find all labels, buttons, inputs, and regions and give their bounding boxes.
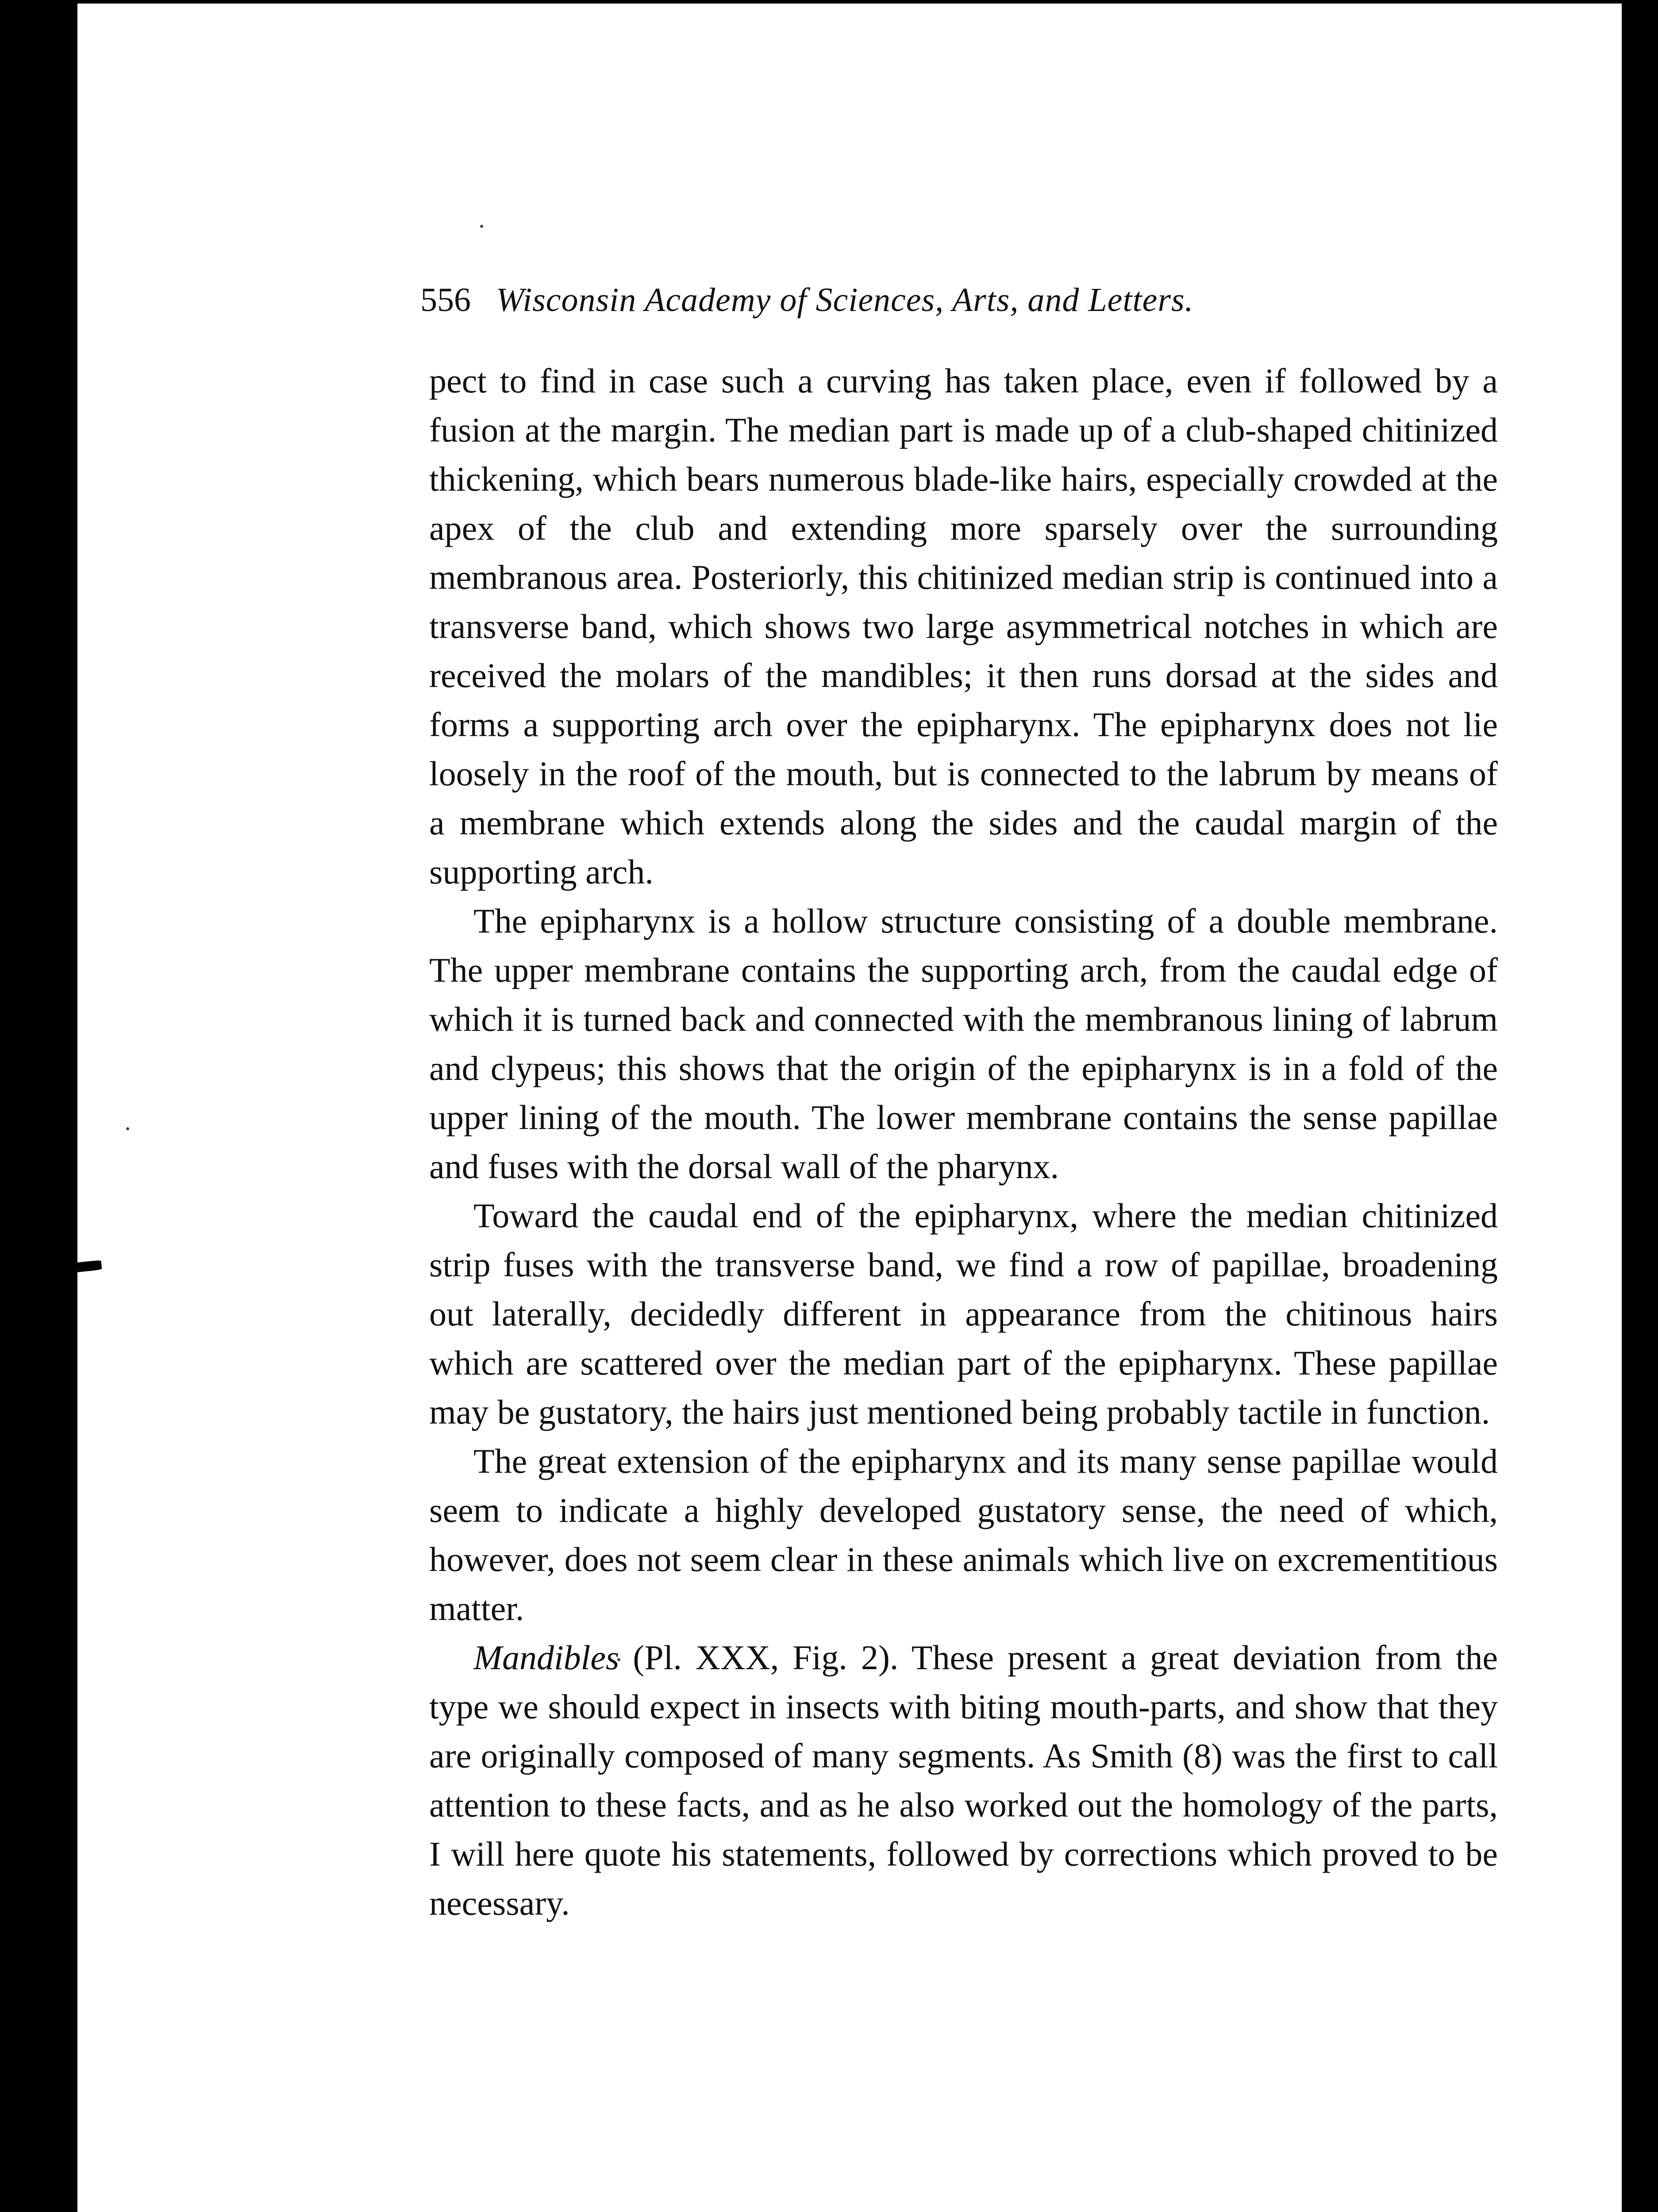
mandibles-text: (Pl. XXX, Fig. 2). These present a great deviation from the type we should expect in insects with biting mouth-parts, and show that they are originally composed of many segments. As Smith (8) was the first to call attention to these facts, and as he also worked out the homology of the parts, I will here quote his statements, followed by corrections which proved to be necessary. (429, 1638, 1498, 1922)
paragraph-epipharynx-structure: The epipharynx is a hollow structure consisting of a double membrane. The upper membrane contains the supporting arch, from the caudal edge of which it is turned back and connected with the membranous lining of labrum and clypeus; this shows that the origin of the epipharynx is in a fold of the upper lining of the mouth. The lower membrane contains the sense papillae and fuses with the dorsal wall of the pharynx. (429, 902, 1498, 1186)
mandibles-heading: Mandibles (473, 1638, 619, 1677)
paragraph-gustatory-sense: The great extension of the epipharynx and its many sense papillae would seem to indicate a highly developed gustatory sense, the need of which, however, does not seem clear in these animals which live on excrementitious matter. (429, 1442, 1498, 1628)
running-title: Wisconsin Academy of Sciences, Arts, and Letters. (496, 281, 1194, 319)
paragraph-continuation: pect to find in case such a curving has taken place, even if followed by a fusion at the margin. The median part is made up of a club-shaped chitinized thickening, which bears numerous blade-like hairs, especially crowded at the apex of the club and extending more sparsely over the surrounding membranous area. Posteriorly, this chitinized median strip is continued into a transverse band, which shows two large asymmetrical notches in which are received the molars of the mandibles; it then runs dorsad at the sides and forms a supporting arch over the epipharynx. The epipharynx does not lie loosely in the roof of the mouth, but is connected to the labrum by means of a membrane which extends along the sides and the caudal margin of the supporting arch. (429, 361, 1498, 891)
page-number: 556 (420, 281, 471, 319)
scan-right-border (1622, 0, 1658, 2212)
paragraph-mandibles (429, 1633, 1498, 1928)
speck (126, 1127, 129, 1130)
scan-left-border (0, 0, 77, 2212)
body-text (429, 356, 1498, 1928)
speck (480, 225, 483, 228)
paragraph-papillae: Toward the caudal end of the epipharynx, where the median chitinized strip fuses with the transverse band, we find a row of papillae, broadening out laterally, decidedly different in appearance from the chitinous hairs which are scattered over the median part of the epipharynx. These papillae may be gustatory, the hairs just mentioned being probably tactile in function. (429, 1196, 1498, 1431)
page-header (420, 281, 1473, 319)
